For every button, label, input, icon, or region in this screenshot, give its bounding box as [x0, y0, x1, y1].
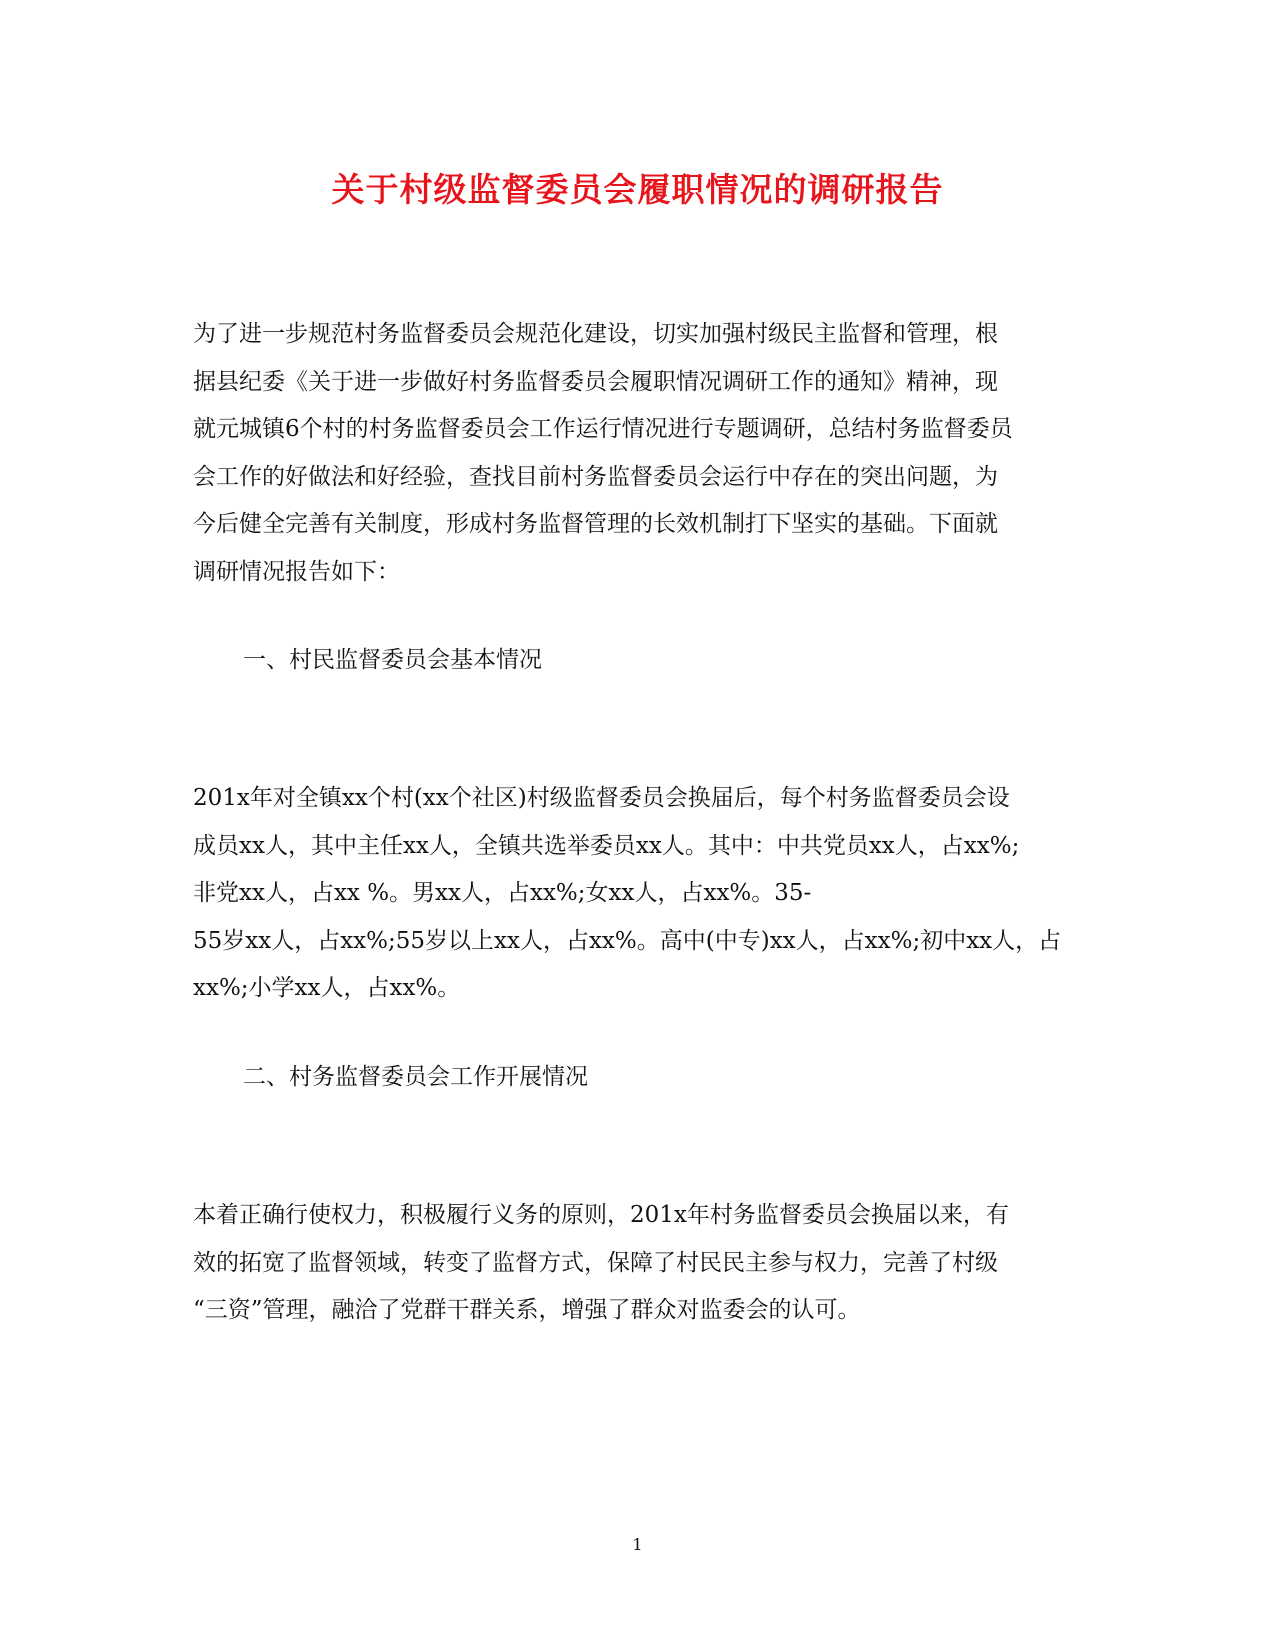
section-1-line-2: 成员xx人，其中主任xx人，全镇共选举委员xx人。其中：中共党员xx人，占xx%; — [193, 832, 1020, 859]
document-title: 关于村级监督委员会履职情况的调研报告 — [331, 170, 944, 209]
section-1-line-1: 201x年对全镇xx个村(xx个社区)村级监督委员会换届后，每个村务监督委员会设 — [193, 785, 1010, 811]
section-1-line-3: 非党xx人，占xx %。男xx人，占xx%;女xx人，占xx%。35- — [193, 880, 812, 906]
intro-paragraph — [193, 311, 1083, 596]
section-1-heading: 一、村民监督委员会基本情况 — [243, 647, 542, 673]
section-2-line-1: 本着正确行使权力，积极履行义务的原则，201x年村务监督委员会换届以来，有 — [193, 1202, 1009, 1228]
section-1-line-5: xx%;小学xx人，占xx%。 — [193, 975, 461, 1001]
intro-line-2: 据县纪委《关于进一步做好村务监督委员会履职情况调研工作的通知》精神，现 — [193, 368, 998, 395]
section-2-heading: 二、村务监督委员会工作开展情况 — [243, 1064, 588, 1090]
intro-line-3: 就元城镇6个村的村务监督委员会工作运行情况进行专题调研，总结村务监督委员 — [193, 416, 1013, 442]
section-2-line-2: 效的拓宽了监督领域，转变了监督方式，保障了村民民主参与权力，完善了村级 — [193, 1249, 998, 1276]
section-2-line-3: “三资”管理，融洽了党群干群关系，增强了群众对监委会的认可。 — [193, 1297, 861, 1323]
intro-line-4: 会工作的好做法和好经验，查找目前村务监督委员会运行中存在的突出问题，为 — [193, 463, 998, 490]
page-number: 1 — [632, 1535, 643, 1554]
intro-line-5: 今后健全完善有关制度，形成村务监督管理的长效机制打下坚实的基础。下面就 — [193, 511, 998, 537]
section-1-paragraph — [193, 775, 1083, 1013]
section-2-paragraph — [193, 1192, 1083, 1335]
intro-line-6: 调研情况报告如下： — [193, 558, 400, 585]
intro-line-1: 为了进一步规范村务监督委员会规范化建设，切实加强村级民主监督和管理，根 — [193, 321, 998, 347]
section-1-line-4: 55岁xx人，占xx%;55岁以上xx人，占xx%。高中(中专)xx人，占xx%;初中xx人，占 — [193, 927, 1062, 954]
